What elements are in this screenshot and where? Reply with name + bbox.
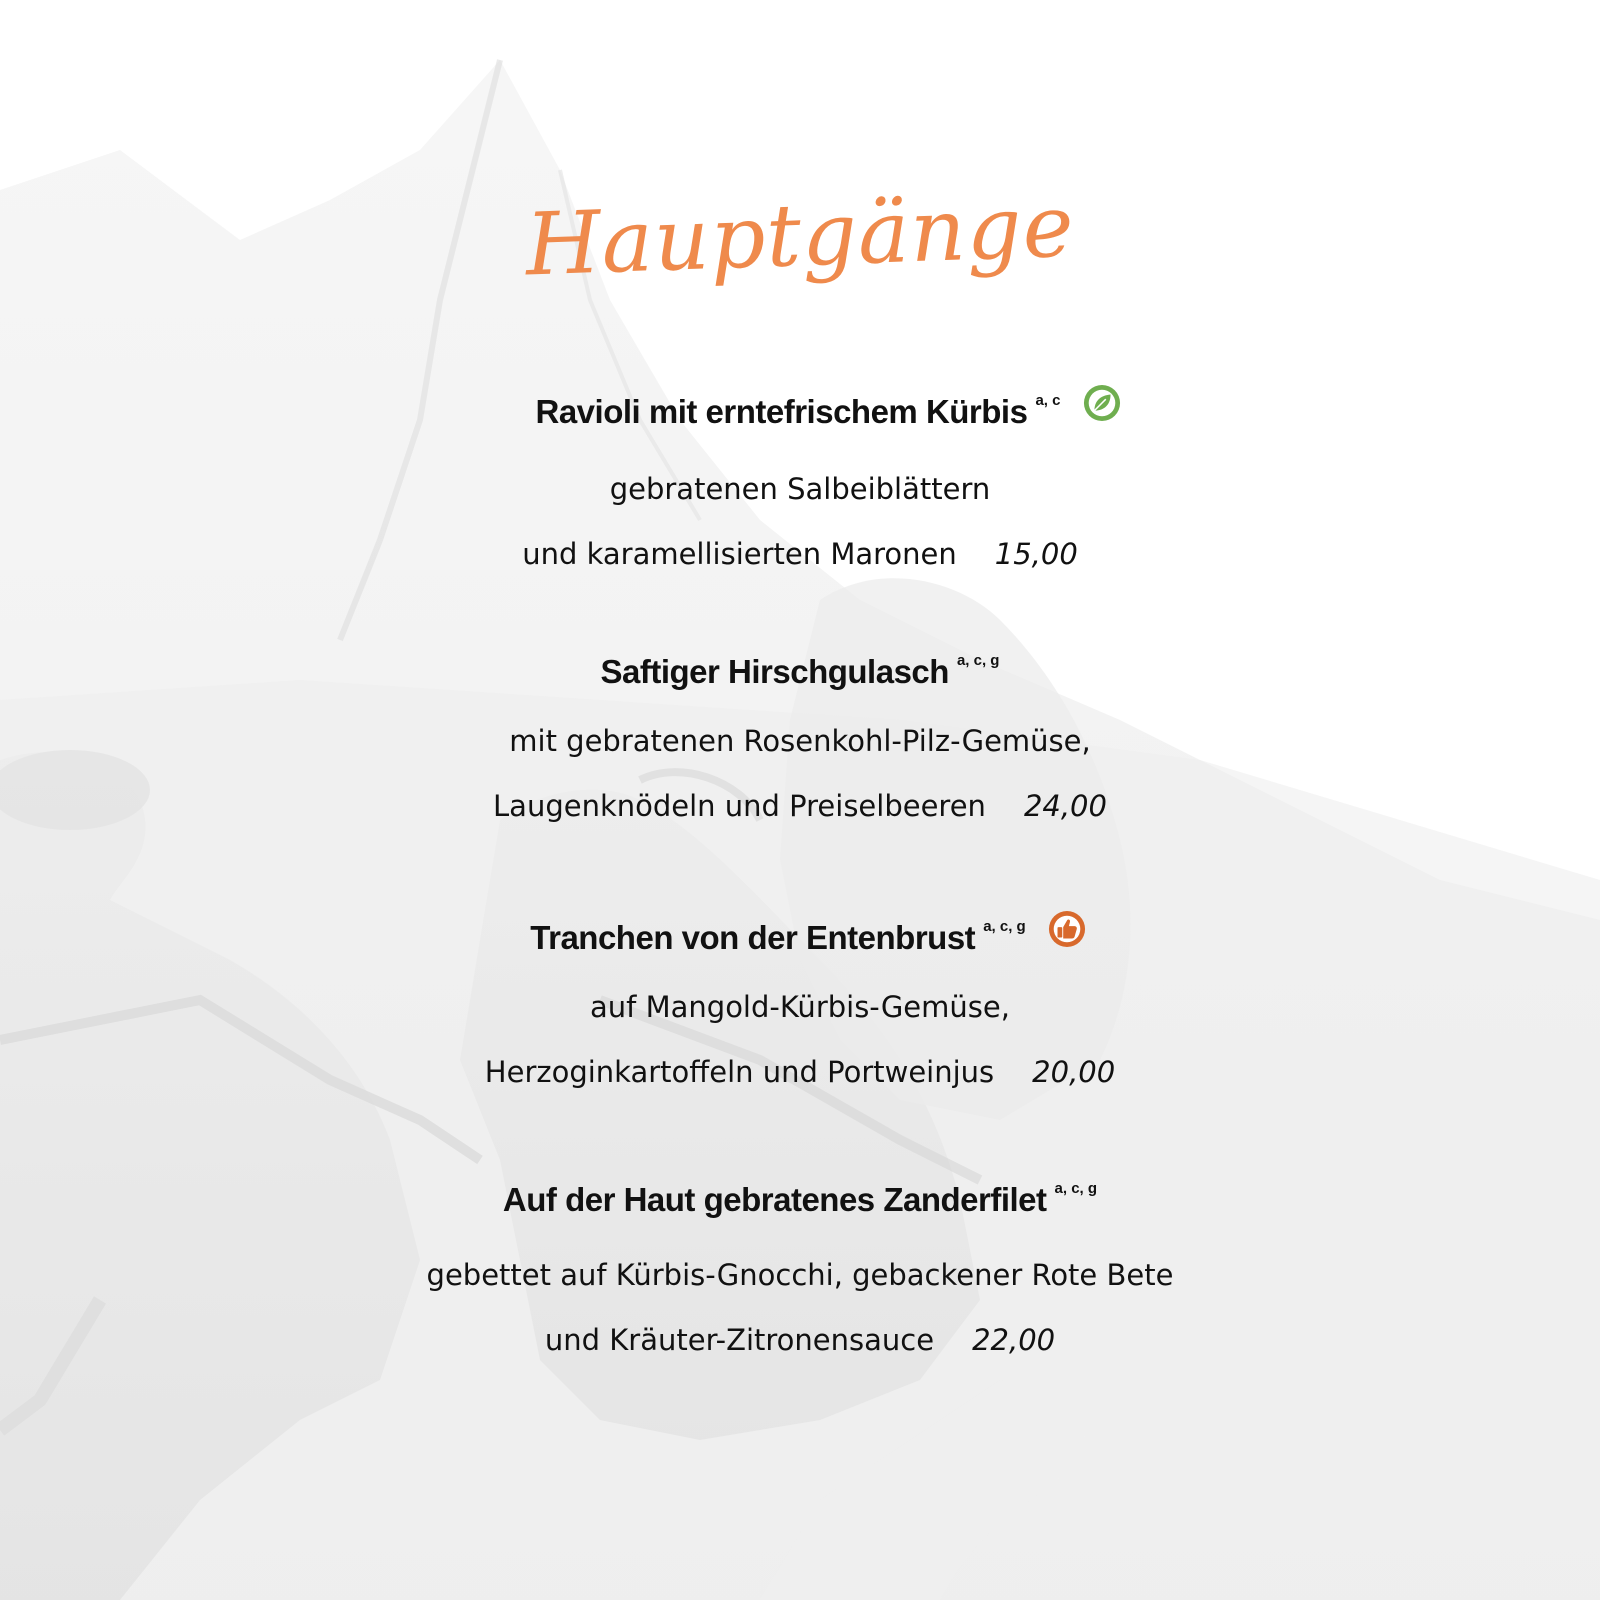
dish-title: Saftiger Hirschgulasch [600,653,949,690]
dish-description-line [0,537,1600,571]
dish-description-line [0,1323,1600,1357]
vegetarian-leaf-icon [1083,384,1121,422]
thumbs-up-icon [1048,910,1086,948]
dish-description-line: gebratenen Salbeiblättern [609,472,991,506]
dish-price: 24,00 [1023,789,1107,823]
dish-title: Auf der Haut gebratenes Zanderfilet [502,1181,1047,1218]
allergen-codes: a, c, g [956,652,1000,669]
dish-name-hirschgulasch [0,652,1600,691]
dish-description-text: und karamellisierten Maronen [522,537,957,571]
dish-description-line: gebettet auf Kürbis-Gnocchi, gebackener Rote Bete [426,1258,1174,1292]
dish-description-text: Herzoginkartoffeln und Portweinjus [484,1055,995,1089]
dish-description-text: und Kräuter-Zitronensauce [544,1323,935,1357]
dish-price: 22,00 [972,1323,1056,1357]
dish-name-ravioli [0,392,1598,431]
dish-name-entenbrust [0,918,1578,957]
dish-price: 20,00 [1032,1055,1116,1089]
menu-title: Hauptgänge [523,176,1077,296]
allergen-codes: a, c, g [983,918,1026,935]
dish-description-line [0,789,1600,823]
allergen-codes: a, c [1035,392,1061,409]
dish-description-line [0,1055,1600,1089]
dish-description-line: auf Mangold-Kürbis-Gemüse, [590,990,1010,1024]
dish-price: 15,00 [994,537,1078,571]
dish-description-line: mit gebratenen Rosenkohl-Pilz-Gemüse, [509,724,1091,758]
dish-description-text: Laugenknödeln und Preiselbeeren [493,789,986,823]
dish-name-zanderfilet [0,1180,1600,1219]
allergen-codes: a, c, g [1054,1180,1098,1197]
dish-title: Ravioli mit erntefrischem Kürbis [535,393,1028,430]
dish-title: Tranchen von der Entenbrust [530,919,976,956]
